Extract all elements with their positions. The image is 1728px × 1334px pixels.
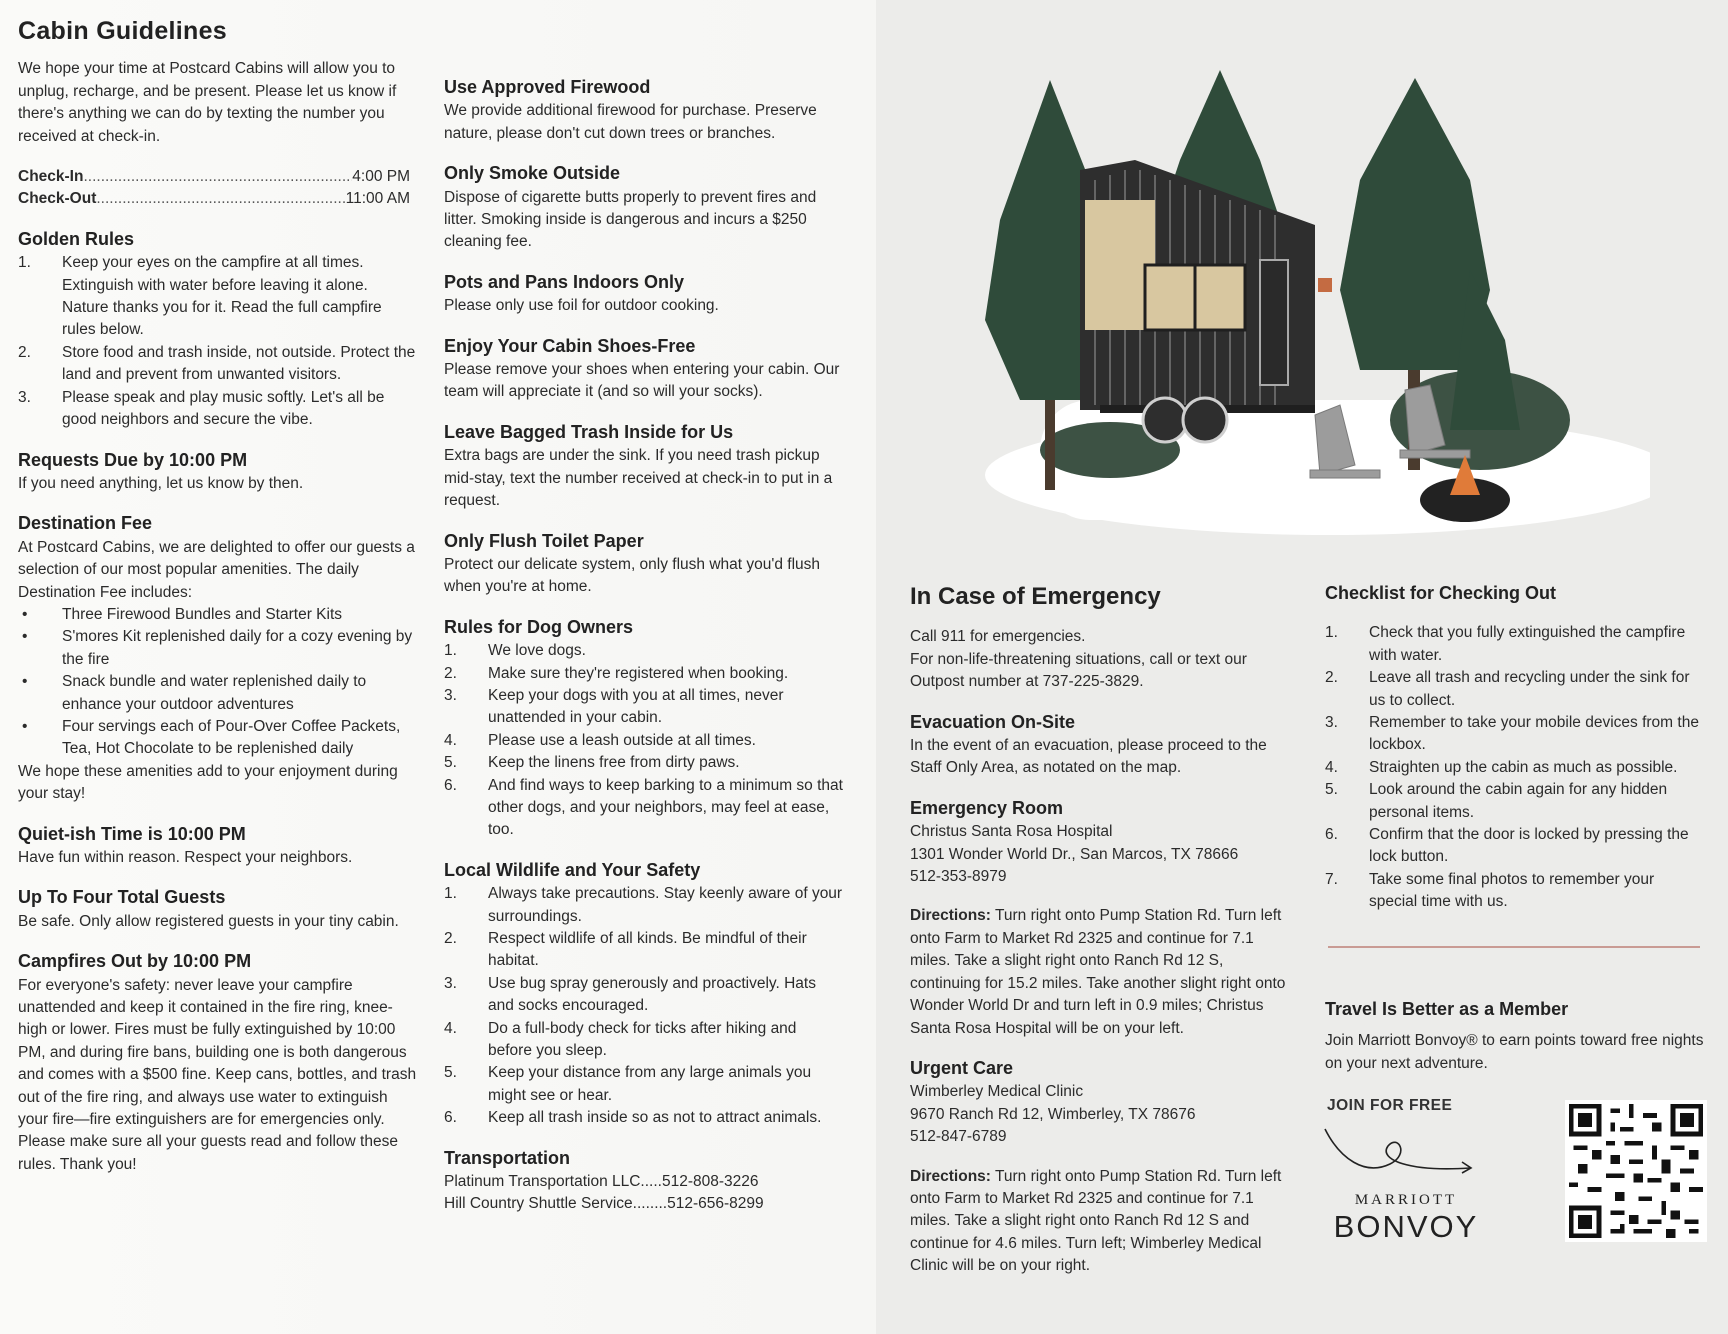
- item-number: 5.: [1325, 781, 1338, 799]
- leader-dots: [83, 166, 352, 188]
- join-link[interactable]: JOIN FOR FREE: [1327, 1097, 1453, 1114]
- trash-section: [444, 421, 844, 513]
- amenities-list: [18, 604, 418, 761]
- checkout-row: [18, 188, 410, 210]
- item-number: 6.: [444, 776, 457, 794]
- destination-fee-section: [18, 512, 418, 805]
- bullet: •: [22, 717, 28, 735]
- item-number: 1.: [18, 254, 31, 272]
- section-text: Dispose of cigarette butts properly to prevent fires and litter. Smoking inside is dangerous and incurs a $250 cleaning fee.: [444, 188, 817, 251]
- item-text: Please speak and play music softly. Let's all be good neighbors and secure the vibe.: [62, 388, 385, 429]
- item-text: Straighten up the cabin as much as possible.: [1369, 758, 1678, 776]
- item-text: Please use a leash outside at all times.: [488, 731, 756, 749]
- item-number: 5.: [444, 1064, 457, 1082]
- qr-code[interactable]: [1565, 1100, 1707, 1242]
- item-number: 6.: [1325, 826, 1338, 844]
- column-2: [444, 76, 844, 1233]
- item-text: Remember to take your mobile devices from the lockbox.: [1369, 714, 1699, 754]
- directions-text: Turn right onto Pump Station Rd. Turn left onto Farm to Market Rd 2325 and continue for 7.1 miles. Take a slight right onto Ranch Rd 12 S and continue for 4.6 miles. Turn left; Wimberley Medical Clinic will be on your right.: [910, 1167, 1282, 1275]
- golden-rules-list: [18, 252, 418, 431]
- swirl-arrow-icon: [1320, 1124, 1480, 1184]
- checkin-label: Check-In: [18, 168, 84, 186]
- item-text: Keep all trash inside so as not to attract animals.: [488, 1109, 822, 1127]
- list-item: [1325, 712, 1705, 757]
- urgent-directions: [910, 1166, 1290, 1278]
- section-heading: Only Smoke Outside: [444, 163, 621, 184]
- section-heading: Only Flush Toilet Paper: [444, 530, 644, 551]
- list-item: [444, 730, 844, 752]
- list-item: [444, 973, 844, 1018]
- section-heading: Campfires Out by 10:00 PM: [18, 951, 252, 972]
- bullet: •: [22, 605, 28, 623]
- er-address: 1301 Wonder World Dr., San Marcos, TX 78666: [910, 845, 1239, 863]
- list-item: [18, 626, 418, 671]
- section-heading: Evacuation On-Site: [910, 711, 1076, 732]
- item-text: Do a full-body check for ticks after hiking and before you sleep.: [488, 1019, 797, 1060]
- member-section: [1325, 998, 1705, 1075]
- section-heading: Travel Is Better as a Member: [1325, 998, 1569, 1019]
- er-directions: [910, 905, 1290, 1039]
- item-text: Leave all trash and recycling under the sink for us to collect.: [1369, 669, 1690, 709]
- list-item: [444, 775, 844, 842]
- list-item: [444, 640, 844, 662]
- section-heading: Quiet-ish Time is 10:00 PM: [18, 823, 246, 844]
- section-heading: Enjoy Your Cabin Shoes-Free: [444, 335, 696, 356]
- bullet: •: [22, 628, 28, 646]
- item-text: We love dogs.: [488, 642, 586, 660]
- item-text: Respect wildlife of all kinds. Be mindful of their habitat.: [488, 930, 807, 970]
- checkin-row: [18, 166, 410, 188]
- section-heading: Requests Due by 10:00 PM: [18, 449, 248, 470]
- list-item: [444, 1107, 844, 1129]
- checkout-label: Check-Out: [18, 190, 97, 208]
- quiet-section: [18, 823, 418, 870]
- item-text: Use bug spray generously and proactively. Hats and socks encouraged.: [488, 974, 816, 1015]
- list-item: [1325, 757, 1705, 779]
- column-4: [1325, 582, 1705, 1075]
- list-item: [1325, 824, 1705, 869]
- transport-row: Hill Country Shuttle Service........512-656-8299: [444, 1195, 764, 1213]
- section-heading: Rules for Dog Owners: [444, 616, 634, 637]
- item-number: 3.: [444, 686, 457, 704]
- item-text: Four servings each of Pour-Over Coffee Packets, Tea, Hot Chocolate to be replenished daily: [62, 717, 401, 758]
- list-item: [444, 685, 844, 730]
- emergency-title: In Case of Emergency: [910, 583, 1161, 610]
- item-number: 6.: [444, 1109, 457, 1127]
- item-number: 5.: [444, 754, 457, 772]
- evacuation-section: [910, 711, 1290, 780]
- item-number: 2.: [18, 343, 31, 361]
- item-text: Look around the cabin again for any hidden personal items.: [1369, 781, 1668, 821]
- section-text: Join Marriott Bonvoy® to earn points toward free nights on your next adventure.: [1325, 1032, 1704, 1072]
- section-heading: Destination Fee: [18, 513, 153, 534]
- section-text: Have fun within reason. Respect your neighbors.: [18, 849, 353, 866]
- times-block: [18, 166, 418, 211]
- urgent-address: 9670 Ranch Rd 12, Wimberley, TX 78676: [910, 1105, 1196, 1123]
- list-item: [18, 342, 418, 387]
- section-text: Extra bags are under the sink. If you need trash pickup mid-stay, text the number received at check-in to put in a request.: [444, 447, 833, 510]
- section-text: For non-life-threatening situations, call or text our Outpost number at 737-225-3829.: [910, 650, 1247, 691]
- item-text: Keep the linens free from dirty paws.: [488, 754, 740, 772]
- er-name: Christus Santa Rosa Hospital: [910, 823, 1113, 841]
- section-heading: Transportation: [444, 1147, 571, 1168]
- checkout-list: [1325, 622, 1705, 913]
- shoes-section: [444, 335, 844, 404]
- list-item: [444, 663, 844, 685]
- checkin-time: 4:00 PM: [352, 168, 410, 186]
- list-item: [444, 1018, 844, 1063]
- item-text: Always take precautions. Stay keenly aware of your surroundings.: [488, 885, 843, 925]
- page-title: Cabin Guidelines: [18, 17, 227, 45]
- dogs-list: [444, 640, 844, 842]
- item-number: 1.: [444, 642, 457, 660]
- section-text: For everyone's safety: never leave your campfire unattended and keep it contained in the fire ring, knee-high or lower. Fires must be fully extinguished by 10:00 PM, and during fire bans, building one is both dangerous and comes with a $500 fine. Keep cans, bottles, and trash out of the fire ring, and always use water to extinguish your fire—fire extinguishers are for emergencies only. Please make sure all your guests read and follow these rules. Thank you!: [18, 976, 417, 1173]
- list-item: [18, 387, 418, 432]
- cabin-illustration: [960, 70, 1650, 550]
- section-text: We provide additional firewood for purchase. Preserve nature, please don't cut down trees or branches.: [444, 102, 817, 142]
- marriott-bonvoy-logo: [1326, 1192, 1486, 1245]
- section-heading: Urgent Care: [910, 1057, 1014, 1078]
- item-number: 1.: [444, 885, 457, 903]
- urgent-care-section: [910, 1057, 1290, 1278]
- section-text: In the event of an evacuation, please proceed to the Staff Only Area, as notated on the map.: [910, 737, 1267, 777]
- urgent-phone: 512-847-6789: [910, 1128, 1007, 1146]
- checkout-time: 11:00 AM: [345, 190, 410, 208]
- dogs-section: [444, 616, 844, 842]
- divider: [1328, 946, 1700, 948]
- wildlife-section: [444, 859, 844, 1130]
- section-text: Be safe. Only allow registered guests in your tiny cabin.: [18, 912, 399, 930]
- item-number: 4.: [444, 1019, 457, 1037]
- item-number: 3.: [18, 388, 31, 406]
- list-item: [1325, 779, 1705, 824]
- qr-code-icon: [1569, 1104, 1703, 1238]
- bullet: •: [22, 673, 28, 691]
- section-heading: Up To Four Total Guests: [18, 887, 226, 908]
- list-item: [18, 252, 418, 342]
- tiny-cabin-icon: [1080, 160, 1332, 442]
- list-item: [18, 604, 418, 626]
- guests-section: [18, 886, 418, 933]
- list-item: [444, 928, 844, 973]
- item-text: Keep your eyes on the campfire at all times. Extinguish with water before leaving it alone. Nature thanks you for it. Read the full campfire rules below.: [62, 254, 382, 339]
- er-phone: 512-353-8979: [910, 868, 1007, 886]
- item-text: Keep your dogs with you at all times, never unattended in your cabin.: [488, 686, 784, 727]
- section-text: At Postcard Cabins, we are delighted to offer our guests a selection of our most popular amenities. The daily Destination Fee includes:: [18, 538, 415, 601]
- list-item: [1325, 622, 1705, 667]
- firewood-section: [444, 76, 844, 145]
- section-text: Call 911 for emergencies.: [910, 628, 1086, 646]
- smoke-section: [444, 162, 844, 254]
- section-text: We hope these amenities add to your enjoyment during your stay!: [18, 762, 398, 803]
- item-text: Store food and trash inside, not outside. Protect the land and prevent from unwanted visitors.: [62, 343, 416, 384]
- item-text: S'mores Kit replenished daily for a cozy evening by the fire: [62, 628, 413, 668]
- list-item: [444, 883, 844, 928]
- directions-text: Turn right onto Pump Station Rd. Turn left onto Farm to Market Rd 2325 and continue for 7.1 miles. Take a slight right onto Ranch Rd 12 S, continuing for 15.2 miles. Take another slight right onto Wonder World Dr and turn left in 0.9 miles; Christus Santa Rosa Hospital will be on your left.: [910, 907, 1286, 1037]
- section-text: If you need anything, let us know by then.: [18, 474, 304, 492]
- directions-label: Directions:: [910, 1167, 991, 1185]
- item-number: 3.: [444, 974, 457, 992]
- item-text: Three Firewood Bundles and Starter Kits: [62, 605, 342, 623]
- item-number: 1.: [1325, 624, 1338, 642]
- brand-top: MARRIOTT: [1354, 1192, 1458, 1208]
- section-heading: Emergency Room: [910, 797, 1064, 818]
- section-heading: Pots and Pans Indoors Only: [444, 271, 685, 292]
- section-heading: Leave Bagged Trash Inside for Us: [444, 421, 734, 442]
- list-item: [18, 716, 418, 761]
- section-text: Please remove your shoes when entering your cabin. Our team will appreciate it (and so will your socks).: [444, 361, 840, 401]
- item-number: 2.: [444, 664, 457, 682]
- er-section: [910, 797, 1290, 1040]
- transportation-section: [444, 1147, 844, 1216]
- brand-bottom: BONVOY: [1333, 1209, 1479, 1244]
- section-heading: Local Wildlife and Your Safety: [444, 859, 701, 880]
- item-number: 7.: [1325, 870, 1338, 888]
- item-text: Snack bundle and water replenished daily to enhance your outdoor adventures: [62, 673, 367, 713]
- item-text: Take some final photos to remember your special time with us.: [1369, 870, 1655, 911]
- wheel-icon: [1183, 398, 1227, 442]
- golden-rules-section: [18, 228, 418, 432]
- section-text: Protect our delicate system, only flush what you'd flush when you're at home.: [444, 555, 821, 596]
- section-heading: Golden Rules: [18, 228, 135, 249]
- cabin-door: [1260, 260, 1288, 385]
- wheel-icon: [1143, 398, 1187, 442]
- transport-row: Platinum Transportation LLC.....512-808-3226: [444, 1173, 759, 1191]
- leader-dots: [96, 188, 345, 210]
- list-item: [18, 671, 418, 716]
- column-3: [910, 583, 1290, 1295]
- list-item: [444, 1062, 844, 1107]
- item-number: 4.: [1325, 758, 1338, 776]
- directions-label: Directions:: [910, 907, 991, 925]
- cabin-light: [1318, 278, 1332, 292]
- section-heading: Use Approved Firewood: [444, 77, 651, 97]
- checkout-title: Checklist for Checking Out: [1325, 583, 1557, 603]
- item-number: 4.: [444, 731, 457, 749]
- section-text: Please only use foil for outdoor cooking.: [444, 297, 719, 315]
- item-text: Check that you fully extinguished the campfire with water.: [1369, 624, 1686, 664]
- campfires-section: [18, 950, 418, 1176]
- urgent-name: Wimberley Medical Clinic: [910, 1083, 1084, 1101]
- list-item: [1325, 667, 1705, 712]
- column-1: [18, 17, 418, 1193]
- emergency-lines: [910, 626, 1290, 693]
- intro-text: We hope your time at Postcard Cabins will allow you to unplug, recharge, and be present. Please let us know if there's anything we can do by texting the number you received at check-in.: [18, 60, 397, 145]
- item-text: Make sure they're registered when booking.: [488, 664, 789, 682]
- list-item: [444, 752, 844, 774]
- toilet-section: [444, 530, 844, 599]
- item-number: 3.: [1325, 714, 1338, 732]
- item-number: 2.: [444, 930, 457, 947]
- list-item: [1325, 869, 1705, 914]
- wildlife-list: [444, 883, 844, 1129]
- item-text: And find ways to keep barking to a minimum so that other dogs, and your neighbors, may feel at ease, too.: [488, 776, 843, 839]
- item-number: 2.: [1325, 669, 1338, 687]
- item-text: Confirm that the door is locked by pressing the lock button.: [1369, 826, 1689, 866]
- item-text: Keep your distance from any large animals you might see or hear.: [488, 1064, 812, 1104]
- pots-section: [444, 271, 844, 318]
- requests-section: [18, 449, 418, 496]
